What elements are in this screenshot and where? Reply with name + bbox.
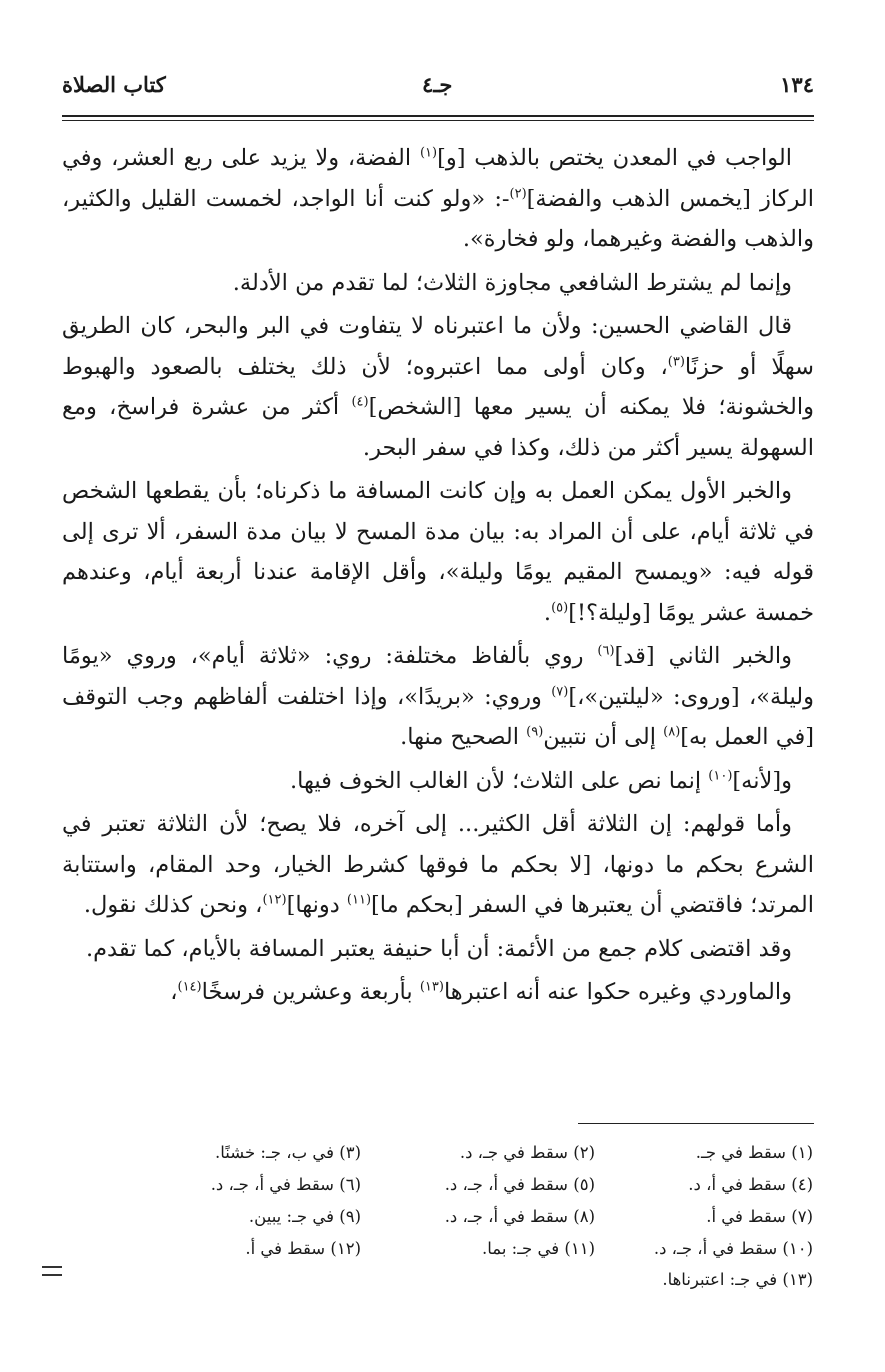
- footnote: (١) سقط في جـ.: [695, 1143, 813, 1162]
- main-text: [62, 138, 814, 1016]
- footnote: (٣) في ب، جـ: خشنًا.: [215, 1143, 361, 1162]
- paragraph: والماوردي وغيره حكوا عنه أنه اعتبرها$^{(١٣)}$ بأربعة وعشرين فرسخًا$^{(١٤)}$،: [170, 979, 792, 1005]
- paragraph: و[لأنه]$^{(١٠)}$ إنما نص على الثلاث؛ لأن الغالب الخوف فيها.: [289, 767, 792, 794]
- footnote: (٢) سقط في جـ، د.: [459, 1143, 595, 1162]
- running-header: [62, 72, 814, 108]
- footnote: (٦) سقط في أ، جـ، د.: [210, 1175, 361, 1194]
- paragraph: وقد اقتضى كلام جمع من الأئمة: أن أبا حنيفة يعتبر المسافة بالأيام، كما تقدم.: [85, 935, 792, 962]
- header-rule-thin: [62, 120, 814, 121]
- footnote-rule: [578, 1123, 814, 1124]
- paragraph: وإنما لم يشترط الشافعي مجاوزة الثلاث؛ لما تقدم من الأدلة.: [232, 269, 792, 296]
- footnote: (٤) سقط في أ، د.: [688, 1175, 813, 1194]
- paragraph: والخبر الثاني [قد]$^{(٦)}$ روي بألفاظ مختلفة: روي: «ثلاثة أيام»، وروي «يومًا وليلة»، [وروى: «ليلتين»،]$^{(٧)}$ وروي: «بريدًا»، وإذا اختلفت ألفاظهم وجب التوقف [في العمل به]$^{(٨)}$ إلى أن نتبين$^{(٩)}$ الصحيح منها.: [62, 643, 814, 750]
- footnote: (٨) سقط في أ، جـ، د.: [444, 1207, 595, 1226]
- footnote: (٧) سقط في أ.: [706, 1207, 813, 1226]
- footnote: (١٢) سقط في أ.: [245, 1239, 361, 1258]
- volume-label: جـ٤: [422, 72, 453, 97]
- footnote: (١١) في جـ: بما.: [482, 1239, 595, 1258]
- footnote: (١٠) سقط في أ، جـ، د.: [653, 1239, 813, 1258]
- paragraph: قال القاضي الحسين: ولأن ما اعتبرناه لا يتفاوت في البر والبحر، كان الطريق سهلًا أو حزنًا$^{(٣)}$، وكان أولى مما اعتبروه؛ لأن ذلك يختلف بالصعود والهبوط والخشونة؛ فلا يمكنه أن يسير معها [الشخص]$^{(٤)}$ أكثر من عشرة فراسخ، ومع السهولة يسير أكثر من ذلك، وكذا في سفر البحر.: [62, 313, 814, 461]
- paragraph: والخبر الأول يمكن العمل به وإن كانت المسافة ما ذكرناه؛ بأن يقطعها الشخص في ثلاثة أيام، على أن المراد به: بيان مدة المسح لا بيان مدة السفر، ألا ترى إلى قوله فيه: «ويمسح المقيم يومًا وليلة»، وأقل الإقامة عندنا أربعة أيام، وعندهم خمسة عشر يومًا [وليلة؟!]$^{(٥)}$.: [62, 478, 814, 626]
- header-rule-thick: [62, 115, 814, 117]
- footnote: (٥) سقط في أ، جـ، د.: [444, 1175, 595, 1194]
- paragraph: وأما قولهم: إن الثلاثة أقل الكثير... إلى آخره، فلا يصح؛ لأن الثلاثة تعتبر في الشرع بحكم ما دونها، [لا بحكم ما فوقها كشرط الخيار، وحد المقام، واستتابة المرتد؛ فاقتضي أن يعتبرها في السفر [بحكم ما]$^{(١١)}$ دونها]$^{(١٢)}$، ونحن كذلك نقول.: [62, 811, 814, 918]
- page-number: ١٣٤: [780, 72, 814, 97]
- footnote: (١٣) في جـ: اعتبرناها.: [662, 1270, 813, 1289]
- paragraph: الواجب في المعدن يختص بالذهب [و]$^{(١)}$ الفضة، ولا يزيد على ربع العشر، وفي الركاز [يخمس الذهب والفضة]$^{(٢)}$-: «ولو كنت أنا الواجد، لخمست القليل والكثير، والذهب والفضة وغيرهما، ولو فخارة».: [62, 145, 814, 252]
- footnote: (٩) في جـ: يبين.: [248, 1207, 361, 1226]
- margin-mark: [42, 1266, 62, 1276]
- book-title: كتاب الصلاة: [62, 72, 166, 97]
